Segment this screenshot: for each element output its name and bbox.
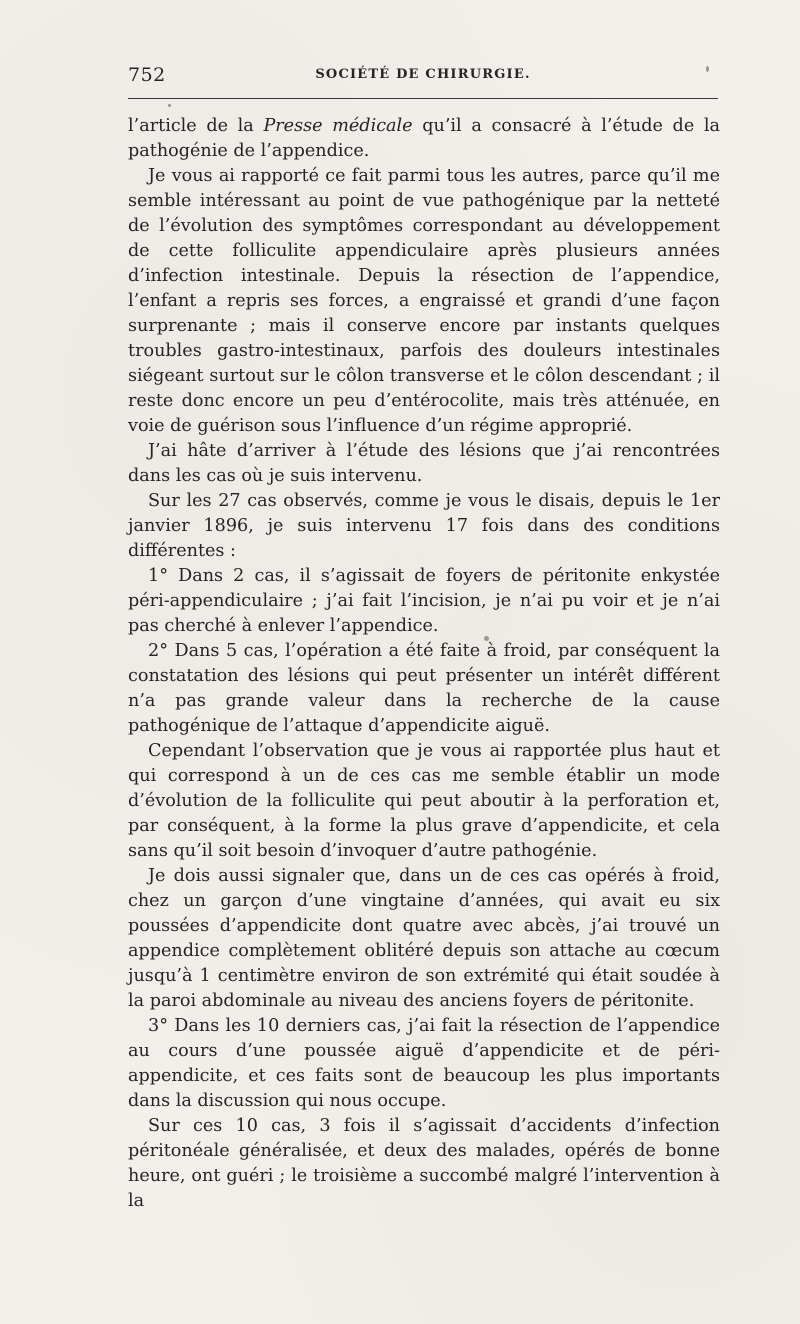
page-number: 752: [128, 64, 166, 86]
paragraph-10: Sur ces 10 cas, 3 fois il s’agissait d’accidents d’infection péritonéale généralisée, et deux des malades, opérés de bonne heure, ont guéri ; le troisième a succombé malgré l’intervention à la: [128, 1116, 720, 1211]
running-title: SOCIÉTÉ DE CHIRURGIE.: [315, 67, 531, 82]
paragraph-1-end: qu’il a consacré à l’étude de la pathogénie de l’appendice.: [128, 116, 720, 161]
ink-speck: [706, 66, 709, 72]
ink-speck: [168, 104, 171, 107]
paragraph-3: J’ai hâte d’arriver à l’étude des lésions que j’ai rencontrées dans les cas où je suis intervenu.: [128, 441, 720, 486]
page-header: [128, 64, 718, 88]
body-text: [128, 114, 720, 1214]
paragraph-8: Je dois aussi signaler que, dans un de ces cas opérés à froid, chez un garçon d’une vingtaine d’années, qui avait eu six poussées d’appendicite dont quatre avec abcès, j’ai trouvé un appendice complètement oblitéré depuis son attache au cœcum jusqu’à 1 centimètre environ de son extrémité qui était soudée à la paroi abdominale au niveau des anciens foyers de péritonite.: [128, 866, 720, 1011]
paragraph-6: 2° Dans 5 cas, l’opération a été faite à froid, par conséquent la constatation des lésions qui peut présenter un intérêt différent n’a pas grande valeur dans la recherche de la cause pathogénique de l’attaque d’appendicite aiguë.: [128, 641, 720, 736]
paragraph-1-start: l’article de la: [128, 116, 264, 136]
paragraph-4: Sur les 27 cas observés, comme je vous le disais, depuis le 1er janvier 1896, je suis intervenu 17 fois dans des conditions différentes :: [128, 491, 720, 561]
header-rule: [128, 98, 718, 99]
ink-speck: [484, 636, 489, 641]
paragraph-2: Je vous ai rapporté ce fait parmi tous les autres, parce qu’il me semble intéressant au point de vue pathogénique par la netteté de l’évolution des symptômes correspondant au développement de cette folliculite appendiculaire après plusieurs années d’infection intestinale. Depuis la résection de l’appendice, l’enfant a repris ses forces, a engraissé et grandi d’une façon surprenante ; mais il conserve encore par instants quelques troubles gastro-intestinaux, parfois des douleurs intestinales siégeant surtout sur le côlon transverse et le côlon descendant ; il reste donc encore un peu d’entérocolite, mais très atténuée, en voie de guérison sous l’influence d’un régime approprié.: [128, 166, 720, 436]
paragraph-5: 1° Dans 2 cas, il s’agissait de foyers de péritonite enkystée péri-appendiculaire ; j’ai fait l’incision, je n’ai pu voir et je n’ai pas cherché à enlever l’appendice.: [128, 566, 720, 636]
paragraph-1: [128, 114, 720, 164]
paragraph-9: 3° Dans les 10 derniers cas, j’ai fait la résection de l’appendice au cours d’une poussée aiguë d’appendicite et de péri-appendicite, et ces faits sont de beaucoup les plus importants dans la discussion qui nous occupe.: [128, 1016, 720, 1111]
paragraph-7: Cependant l’observation que je vous ai rapportée plus haut et qui correspond à un de ces cas me semble établir un mode d’évolution de la folliculite qui peut aboutir à la perforation et, par conséquent, à la forme la plus grave d’appendicite, et cela sans qu’il soit besoin d’invoquer d’autre pathogénie.: [128, 741, 720, 861]
journal-title: Presse médicale: [263, 116, 413, 136]
